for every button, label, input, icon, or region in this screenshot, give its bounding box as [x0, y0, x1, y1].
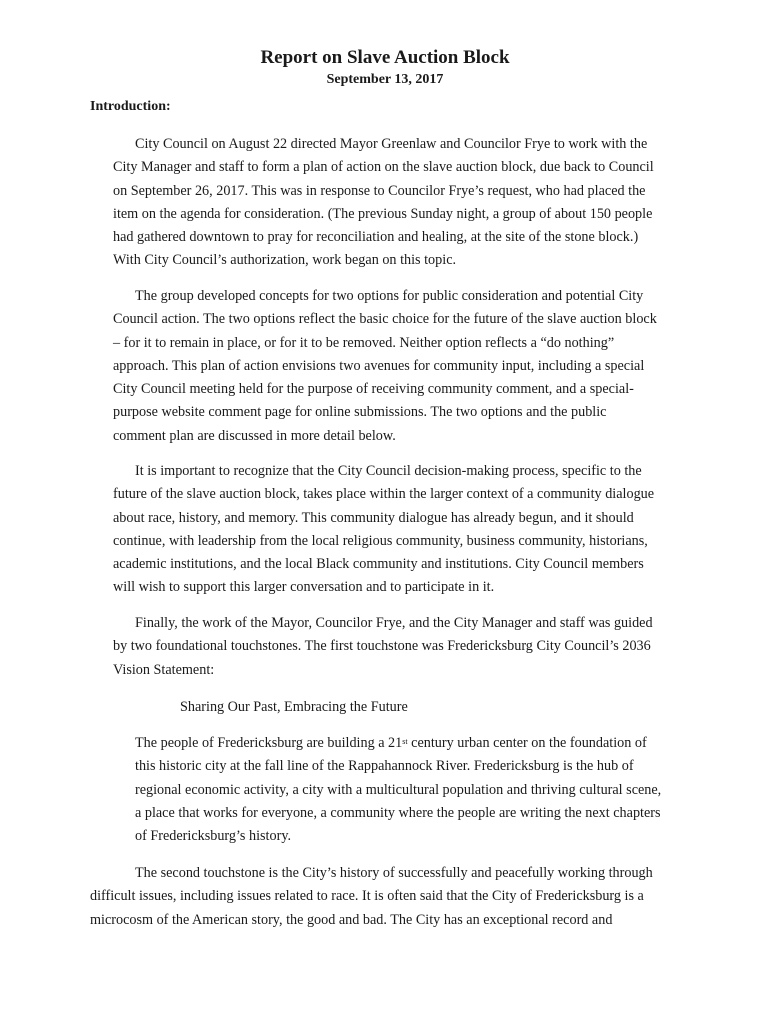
paragraph-line: Vision Statement:: [113, 661, 215, 678]
quote-text: The people of Fredericksburg are building a 21: [135, 735, 403, 751]
paragraph-5: [90, 862, 653, 932]
paragraph-4: [113, 612, 653, 682]
paragraph-line: It is important to recognize that the City Council decision-making process, specific to the: [135, 463, 642, 479]
paragraph-line: on September 26, 2017. This was in response to Councilor Frye’s request, who had placed the: [113, 182, 646, 199]
paragraph-2: [113, 285, 657, 448]
ordinal-suffix: st: [402, 737, 408, 746]
quote-line: this historic city at the fall line of the Rappahannock River. Fredericksburg is the hub of: [135, 758, 634, 775]
paragraph-line: approach. This plan of action envisions two avenues for community input, including a special: [113, 357, 645, 374]
quote-line: of Fredericksburg’s history.: [135, 828, 292, 845]
paragraph-line: had gathered downtown to pray for reconciliation and healing, at the site of the stone block.): [113, 229, 639, 246]
quote-line: [135, 732, 661, 755]
paragraph-line: will wish to support this larger conversation and to participate in it.: [113, 579, 495, 596]
report-title: Report on Slave Auction Block: [260, 47, 510, 68]
paragraph-line: academic institutions, and the local Black community and institutions. City Council members: [113, 556, 644, 573]
section-heading: Introduction:: [90, 99, 171, 114]
paragraph-line: Council action. The two options reflect the basic choice for the future of the slave auction block: [113, 311, 657, 328]
report-date: September 13, 2017: [326, 72, 444, 87]
quote-text: century urban center on the foundation of: [407, 735, 647, 751]
paragraph-line: City Council meeting held for the purpose of receiving community comment, and a special-: [113, 381, 634, 398]
paragraph-3: [113, 460, 654, 600]
vision-statement-title: Sharing Our Past, Embracing the Future: [180, 699, 408, 715]
paragraph-line: The second touchstone is the City’s history of successfully and peacefully working through: [135, 865, 653, 881]
paragraph-line: item on the agenda for consideration. (The previous Sunday night, a group of about 150 people: [113, 205, 653, 222]
paragraph-line: comment plan are discussed in more detail below.: [113, 427, 396, 444]
paragraph-line: difficult issues, including issues related to race. It is often said that the City of Fredericksburg is a: [90, 888, 644, 905]
quote-line: regional economic activity, a city with a multicultural population and thriving cultural scene,: [135, 781, 662, 798]
paragraph-line: purpose website comment page for online submissions. The two options and the public: [113, 404, 607, 421]
paragraph-line: future of the slave auction block, takes place within the larger context of a community dialogue: [113, 486, 655, 503]
paragraph-line: The group developed concepts for two options for public consideration and potential City: [135, 288, 644, 304]
paragraph-line: – for it to remain in place, or for it to be removed. Neither option reflects a “do nothing”: [113, 334, 615, 351]
paragraph-line: City Council on August 22 directed Mayor Greenlaw and Councilor Frye to work with the: [135, 136, 648, 152]
quote-line: a place that works for everyone, a community where the people are writing the next chapters: [135, 804, 661, 821]
paragraph-line: about race, history, and memory. This community dialogue has already begun, and it should: [113, 509, 634, 526]
vision-statement-quote: [135, 732, 661, 848]
paragraph-line: With City Council’s authorization, work began on this topic.: [113, 252, 457, 269]
paragraph-1: [113, 133, 654, 273]
paragraph-line: continue, with leadership from the local religious community, business community, historians,: [113, 532, 648, 549]
paragraph-line: City Manager and staff to form a plan of action on the slave auction block, due back to Council: [113, 159, 654, 176]
paragraph-line: by two foundational touchstones. The first touchstone was Fredericksburg City Council’s 2036: [113, 638, 651, 655]
paragraph-line: microcosm of the American story, the good and bad. The City has an exceptional record and: [90, 911, 613, 928]
paragraph-line: Finally, the work of the Mayor, Councilor Frye, and the City Manager and staff was guided: [135, 615, 653, 631]
